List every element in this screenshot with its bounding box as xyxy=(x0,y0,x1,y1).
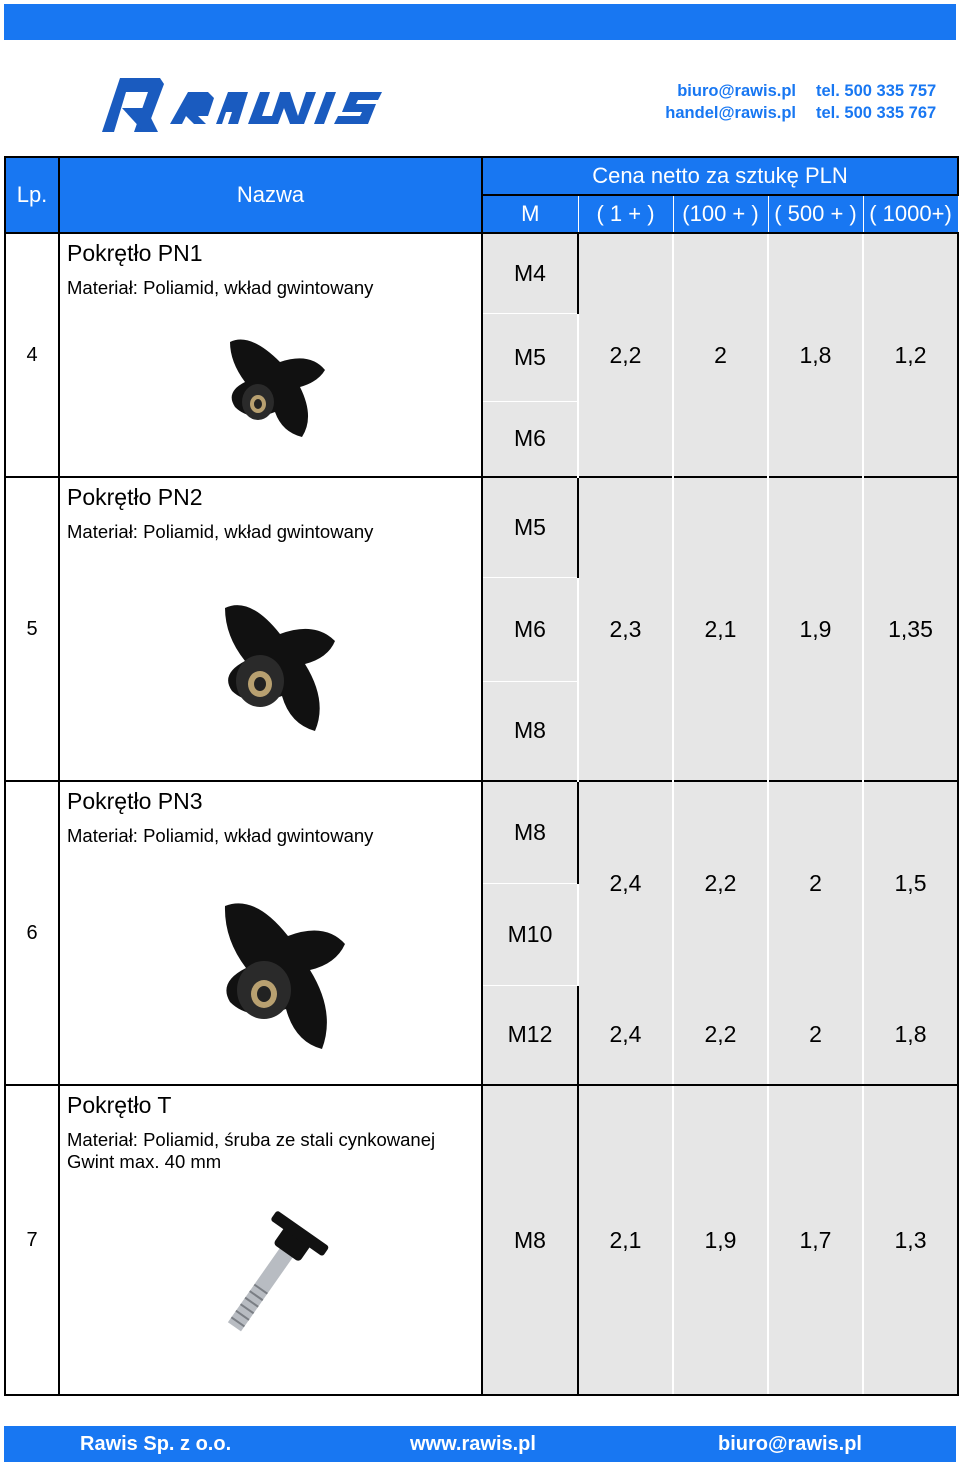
size-cell: M8 xyxy=(482,681,578,781)
contact-emails xyxy=(648,80,796,124)
size-cell: M10 xyxy=(482,883,578,985)
price-table xyxy=(4,156,959,1396)
header-qty-500: ( 500 + ) xyxy=(768,195,863,233)
size-cell: M6 xyxy=(482,577,578,681)
price-cell: 2,4 xyxy=(578,985,673,1085)
size-cell: M8 xyxy=(482,781,578,883)
rawis-logo xyxy=(98,72,388,136)
email-link[interactable]: biuro@rawis.pl xyxy=(677,82,796,100)
price-cell: 1,9 xyxy=(768,477,863,781)
knob-pn3-image xyxy=(210,894,390,1054)
footer-email[interactable]: biuro@rawis.pl xyxy=(718,1433,862,1455)
product-cell xyxy=(59,1085,482,1395)
size-cell: M8 xyxy=(482,1085,578,1395)
product-title: Pokrętło PN3 xyxy=(67,788,203,814)
row-lp: 4 xyxy=(5,233,59,477)
header-qty-1000: ( 1000+) xyxy=(863,195,958,233)
product-material: Materiał: Poliamid, wkład gwintowany xyxy=(67,825,374,846)
header-m: M xyxy=(482,195,578,233)
header-name: Nazwa xyxy=(59,157,482,233)
product-material-2: Gwint max. 40 mm xyxy=(67,1151,222,1172)
header-qty-1: ( 1 + ) xyxy=(578,195,673,233)
price-cell: 2,2 xyxy=(578,233,673,477)
top-bar xyxy=(4,4,956,40)
price-cell: 2,1 xyxy=(578,1085,673,1395)
size-cell: M12 xyxy=(482,985,578,1085)
price-cell: 1,3 xyxy=(863,1085,958,1395)
price-cell: 2,3 xyxy=(578,477,673,781)
price-cell: 1,7 xyxy=(768,1085,863,1395)
knob-pn1-image xyxy=(220,332,340,442)
price-cell: 1,5 xyxy=(863,781,958,985)
price-cell: 2,1 xyxy=(673,477,768,781)
price-cell: 1,8 xyxy=(768,233,863,477)
product-material: Materiał: Poliamid, wkład gwintowany xyxy=(67,277,374,298)
price-cell: 2,2 xyxy=(673,985,768,1085)
product-cell xyxy=(59,781,482,1085)
size-cell: M4 xyxy=(482,233,578,313)
knob-pn2-image xyxy=(210,596,380,736)
row-lp: 7 xyxy=(5,1085,59,1395)
product-cell xyxy=(59,233,482,477)
price-cell: 1,9 xyxy=(673,1085,768,1395)
footer-company: Rawis Sp. z o.o. xyxy=(80,1433,232,1455)
size-cell: M5 xyxy=(482,477,578,577)
price-cell: 2 xyxy=(673,233,768,477)
price-cell: 2,4 xyxy=(578,781,673,985)
product-title: Pokrętło PN2 xyxy=(67,484,203,510)
price-cell: 1,8 xyxy=(863,985,958,1085)
footer-website[interactable]: www.rawis.pl xyxy=(410,1433,536,1455)
product-title: Pokrętło T xyxy=(67,1092,172,1118)
price-cell: 2,2 xyxy=(673,781,768,985)
row-lp: 6 xyxy=(5,781,59,1085)
contact-phones xyxy=(816,80,956,124)
header-lp: Lp. xyxy=(5,157,59,233)
product-material: Materiał: Poliamid, śruba ze stali cynkowanej xyxy=(67,1129,436,1150)
size-cell: M5 xyxy=(482,313,578,401)
size-cell: M6 xyxy=(482,401,578,477)
product-cell xyxy=(59,477,482,781)
row-lp: 5 xyxy=(5,477,59,781)
phone-text: tel. 500 335 767 xyxy=(816,104,937,122)
header-qty-100: (100 + ) xyxy=(673,195,768,233)
email-link[interactable]: handel@rawis.pl xyxy=(665,104,796,122)
price-cell: 2 xyxy=(768,781,863,985)
price-cell: 1,35 xyxy=(863,477,958,781)
product-title: Pokrętło PN1 xyxy=(67,240,203,266)
header-price-group: Cena netto za sztukę PLN xyxy=(482,157,958,195)
price-cell: 2 xyxy=(768,985,863,1085)
product-material: Materiał: Poliamid, wkład gwintowany xyxy=(67,521,374,542)
knob-t-image xyxy=(200,1206,340,1346)
phone-text: tel. 500 335 757 xyxy=(816,82,937,100)
price-cell: 1,2 xyxy=(863,233,958,477)
footer-bar xyxy=(4,1426,956,1462)
